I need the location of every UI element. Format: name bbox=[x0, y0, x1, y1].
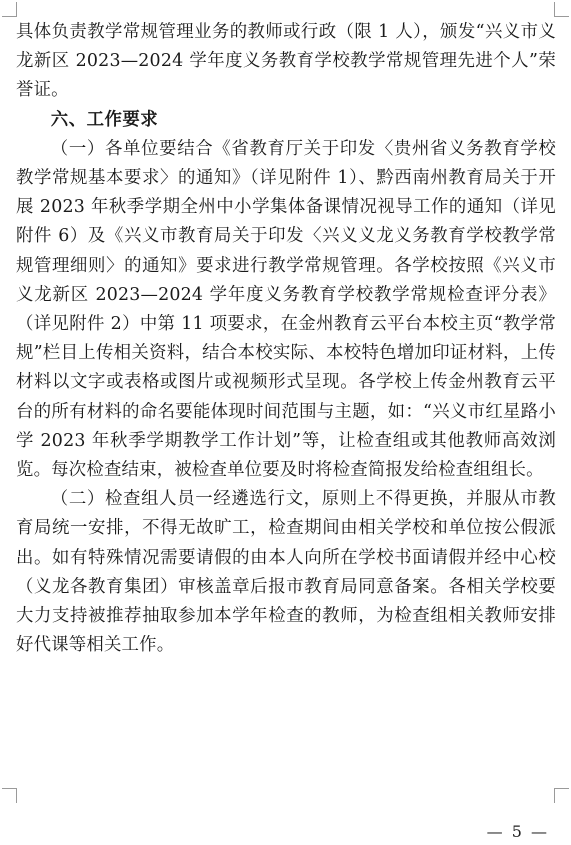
document-body bbox=[16, 18, 556, 660]
paragraph-requirement-1: （一）各单位要结合《省教育厅关于印发〈贵州省义务教育学校教学常规基本要求〉的通知》（详见附件 1）、黔西南州教育局关于开展 2023 年秋季学期全州中小学集体备课情况视导工作的通知（详见附件 6）及《兴义市教育局关于印发〈兴义义龙义务教育学校教学常规管理细则〉的通知》要求进行教学常规管理。各学校按照《兴义市义龙新区 2023—2024 学年度义务教育学校教学常规检查评分表》（详见附件 2）中第 11 项要求，在金州教育云平台本校主页“教学常规”栏目上传相关资料，结合本校实际、本校特色增加印证材料，上传材料以文字或表格或图片或视频形式呈现。各学校上传金州教育云平台的所有材料的命名要能体现时间范围与主题，如：“兴义市红星路小学 2023 年秋季学期教学工作计划”等，让检查组或其他教师高效浏览。每次检查结束，被检查单位要及时将检查简报发给检查组组长。 bbox=[16, 138, 556, 481]
paragraph-requirement-2: （二）检查组人员一经遴选行文，原则上不得更换，并服从市教育局统一安排，不得无故旷工，检查期间由相关学校和单位按公假派出。如有特殊情况需要请假的由本人向所在学校书面请假并经中心校（义龙各教育集团）审核盖章后报市教育局同意备案。各相关学校要大力支持被推荐抽取参加本学年检查的教师，为检查组相关教师安排好代课等相关工作。 bbox=[16, 489, 556, 656]
paragraph-award-continuation: 具体负责教学常规管理业务的教师或行政（限 1 人），颁发“兴义市义龙新区 2023—2024 学年度义务教育学校教学常规管理先进个人”荣誉证。 bbox=[16, 22, 556, 101]
crop-mark-top-left bbox=[2, 2, 17, 17]
section-heading-work-requirements: 六、工作要求 bbox=[50, 109, 159, 130]
page-number: — 5 — bbox=[486, 822, 549, 841]
crop-mark-bottom-left bbox=[2, 788, 17, 803]
crop-mark-bottom-right bbox=[554, 788, 569, 803]
crop-mark-top-right bbox=[554, 2, 569, 17]
